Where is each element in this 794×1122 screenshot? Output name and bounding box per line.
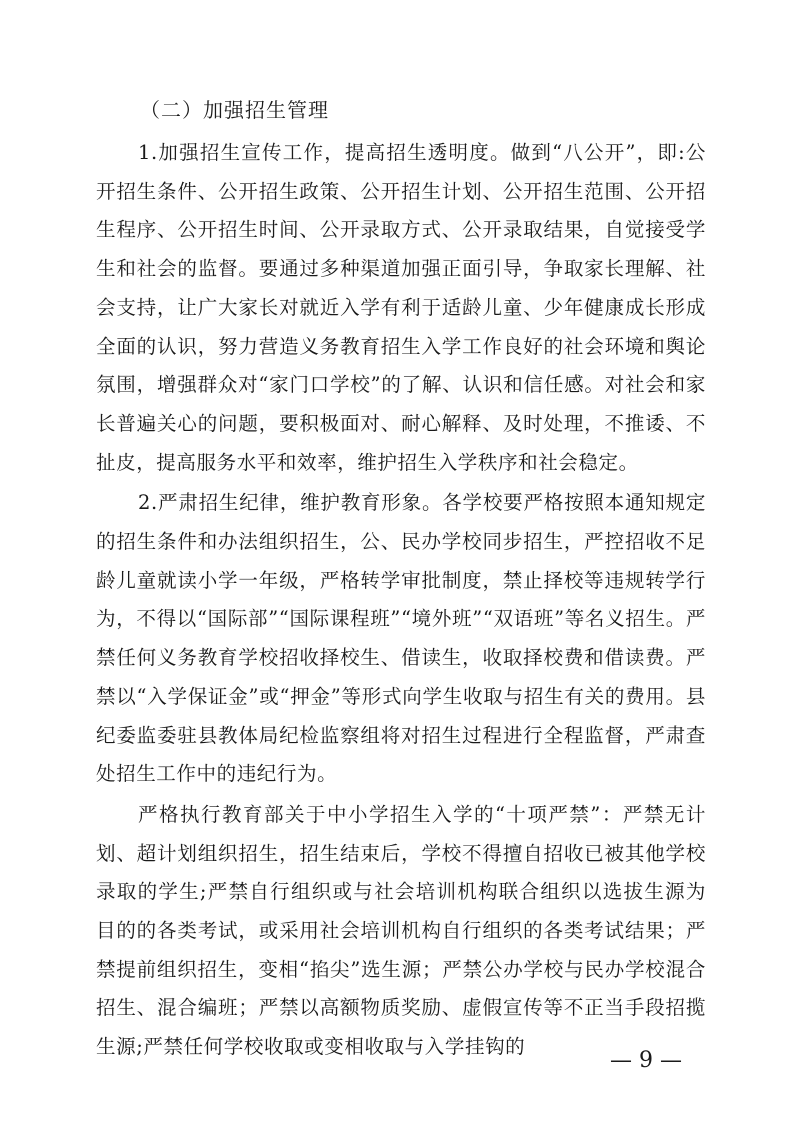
section-heading: （二）加强招生管理 — [140, 98, 329, 122]
page-number: — 9 — — [610, 1048, 682, 1073]
paragraph-discipline: 2.严肃招生纪律，维护教育形象。各学校要严格按照本通知规定的招生条件和办法组织招生，公、民办学校同步招生，严控招收不足龄儿童就读小学一年级，严格转学审批制度，禁止择校等违规转学行为，不得以“国际部”“国际课程班”“境外班”“双语班”等名义招生。严禁任何义务教育学校招收择校生、借读生，收取择校费和借读费。严禁以“入学保证金”或“押金”等形式向学生收取与招生有关的费用。县纪委监委驻县教体局纪检监察组将对招生过程进行全程监督，严肃查处招生工作中的违纪行为。 — [96, 491, 706, 786]
document-body — [96, 90, 706, 1067]
paragraph-publicity: 1.加强招生宣传工作，提高招生透明度。做到“八公开”，即:公开招生条件、公开招生政策、公开招生计划、公开招生范围、公开招生程序、公开招生时间、公开录取方式、公开录取结果，自觉接受学生和社会的监督。要通过多种渠道加强正面引导，争取家长理解、社会支持，让广大家长对就近入学有利于适龄儿童、少年健康成长形成全面的认识，努力营造义务教育招生入学工作良好的社会环境和舆论氛围，增强群众对“家门口学校”的了解、认识和信任感。对社会和家长普遍关心的问题，要积极面对、耐心解释、及时处理，不推诿、不扯皮，提高服务水平和效率，维护招生入学秩序和社会稳定。 — [96, 141, 706, 474]
paragraph-ten-prohibitions: 严格执行教育部关于中小学招生入学的“十项严禁”：严禁无计划、超计划组织招生，招生结束后，学校不得擅自招收已被其他学校录取的学生;严禁自行组织或与社会培训机构联合组织以选拔生源为目的的各类考试，或采用社会培训机构自行组织的各类考试结果；严禁提前组织招生，变相“掐尖”选生源；严禁公办学校与民办学校混合招生、混合编班；严禁以高额物质奖励、虚假宣传等不正当手段招揽生源;严禁任何学校收取或变相收取与入学挂钩的 — [96, 802, 706, 1059]
